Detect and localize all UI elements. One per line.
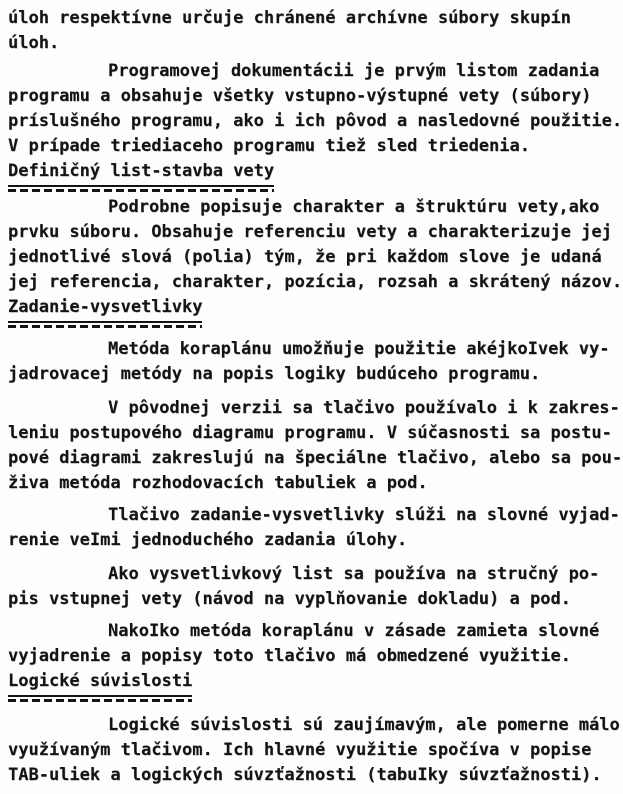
text-line: vyjadrenie a popisy toto tlačivo má obmedzené využitie.	[8, 646, 571, 666]
paragraph	[8, 195, 623, 295]
text-line: Logické súvislosti sú zaujímavým, ale pomerne málo	[108, 715, 620, 735]
text-line: jednotlivé slová (polia) tým, že pri každom slove je udaná	[8, 247, 602, 267]
text-line: leniu postupového diagramu programu. V súčasnosti sa postu-	[8, 423, 612, 443]
section-heading	[8, 669, 623, 702]
text-line: jej referencia, charakter, pozícia, rozsah a skrátený názov.	[8, 272, 623, 292]
text-line: renie veImi jednoduchého zadania úlohy.	[8, 530, 408, 550]
text-line: programu a obsahuje všetky vstupno-výstupné vety (súbory)	[8, 86, 592, 106]
section-heading-text: Definičný list-stavba vety	[8, 159, 274, 187]
heading-underline-group	[8, 669, 192, 702]
text-line: pis vstupnej vety (návod na vyplňovanie dokladu) a pod.	[8, 589, 571, 609]
text-line: V pôvodnej verzii sa tlačivo používalo i k zakres-	[108, 398, 620, 418]
text-line: prvku súboru. Obsahuje referenciu vety a charakterizuje jej	[8, 222, 612, 242]
text-line: Metóda koraplánu umožňuje použitie akéjkoIvek vy-	[108, 339, 610, 359]
section-heading-text: Zadanie-vysvetlivky	[8, 295, 202, 323]
text-line: pové diagrami zakreslujú na špeciálne tlačivo, alebo sa pou-	[8, 448, 623, 468]
text-line: Programovej dokumentácii je prvým listom zadania	[108, 61, 600, 81]
section-heading	[8, 159, 623, 192]
heading-dashed-underline	[8, 699, 192, 702]
heading-dashed-underline	[8, 325, 202, 328]
text-line: úloh respektívne určuje chránené archívne súbory skupín	[8, 8, 571, 28]
paragraph	[8, 562, 623, 612]
text-line: úloh.	[8, 33, 60, 53]
paragraph	[8, 619, 623, 669]
text-line: Ako vysvetlivkový list sa používa na stručný po-	[108, 564, 600, 584]
text-line: Podrobne popisuje charakter a štruktúru vety,ako	[108, 197, 600, 217]
text-line: jadrovacej metódy na popis logiky budúceho programu.	[8, 364, 541, 384]
text-line: Tlačivo zadanie-vysvetlivky slúži na slovné vyjad-	[108, 505, 620, 525]
text-line: príslušného programu, ako i ich pôvod a nasledovné použitie.	[8, 111, 623, 131]
paragraph	[8, 713, 623, 788]
text-line: NakoIko metóda koraplánu v zásade zamieta slovné	[108, 621, 600, 641]
paragraph	[8, 503, 623, 553]
text-line: V prípade triediaceho programu tiež sled triedenia.	[8, 136, 530, 156]
heading-dashed-underline	[8, 189, 274, 192]
paragraph	[8, 396, 623, 496]
heading-underline-group	[8, 159, 274, 192]
section-heading	[8, 295, 623, 328]
paragraph	[8, 337, 623, 387]
text-line: využívaným tlačivom. Ich hlavné využitie spočíva v popise	[8, 740, 592, 760]
text-line: živa metóda rozhodovacích tabuliek a pod.	[8, 473, 428, 493]
text-line: TAB-uliek a logických súvzťažnosti (tabuIky súvzťažnosti).	[8, 765, 602, 785]
heading-underline-group	[8, 295, 202, 328]
paragraph-continuation	[8, 6, 623, 56]
section-heading-text: Logické súvislosti	[8, 669, 192, 697]
paragraph	[8, 59, 623, 159]
